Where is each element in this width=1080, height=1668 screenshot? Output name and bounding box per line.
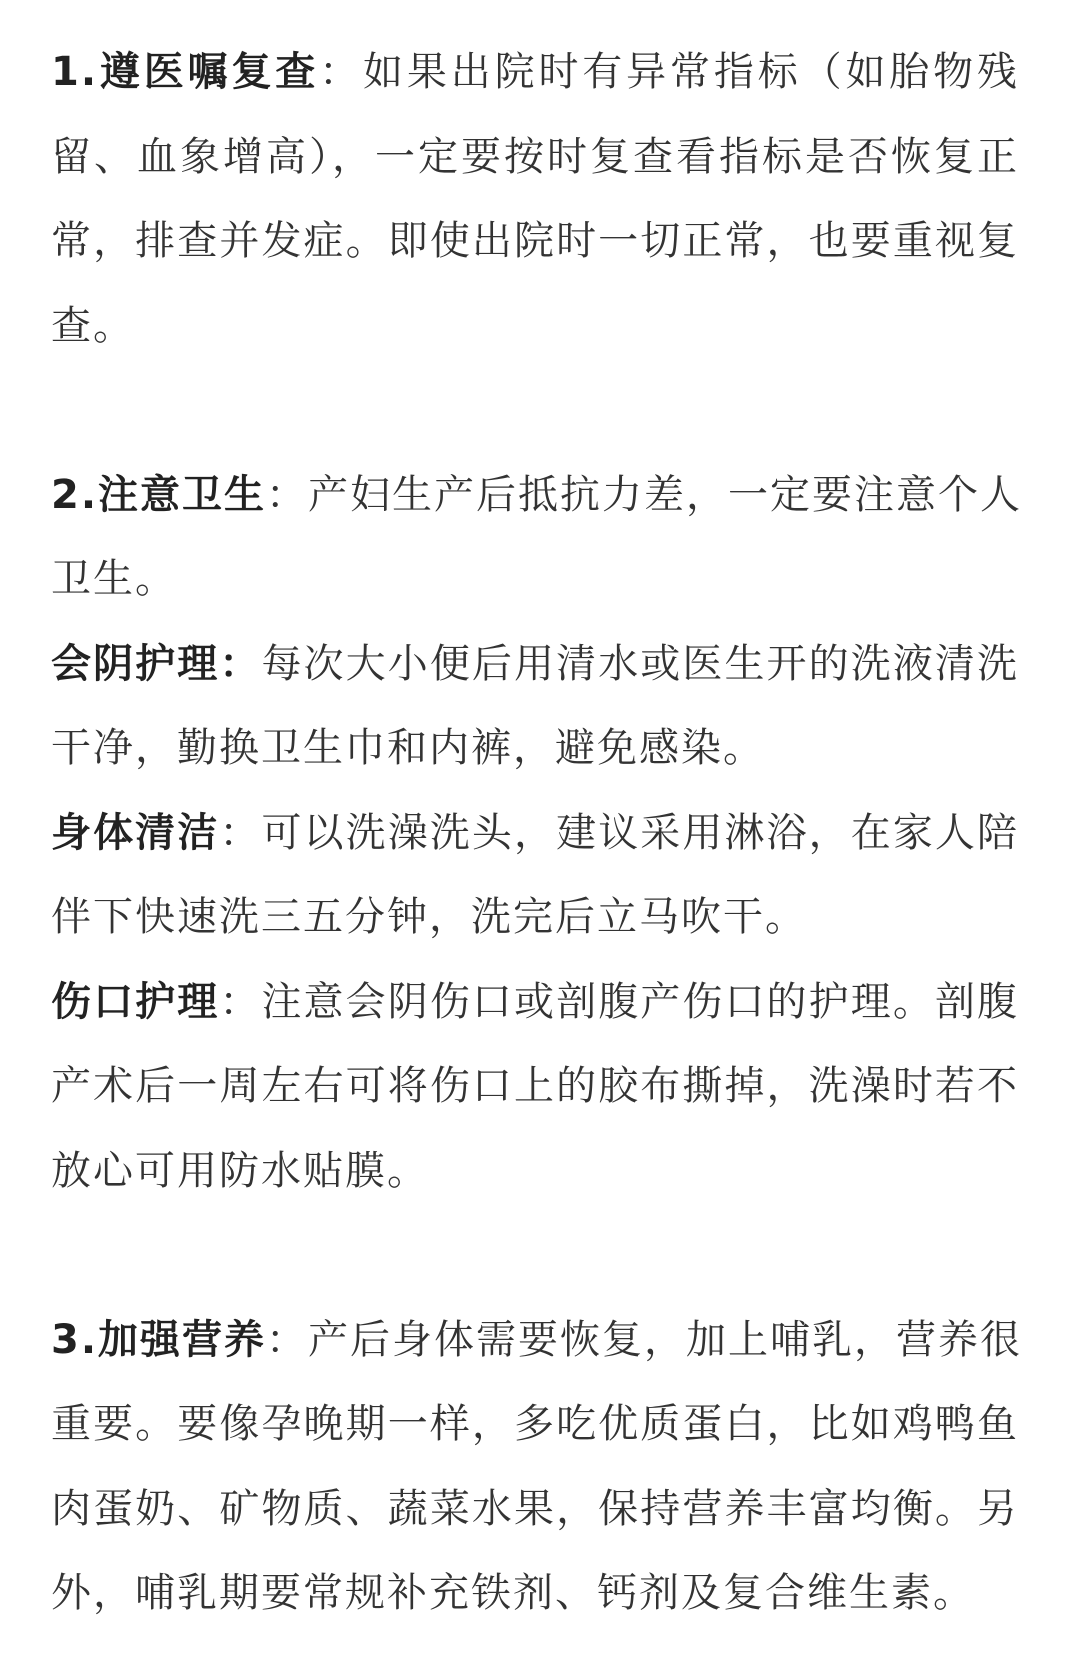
paragraph-text: ：注意会阴伤口或剖腹产伤口的护理。剖腹 [219, 978, 1020, 1025]
text-line [51, 706, 1019, 791]
text-line [51, 115, 1019, 200]
text-line [51, 1044, 1019, 1129]
section-heading: 2.注意卫生 [51, 471, 267, 518]
subsection-perineal-care [51, 622, 1019, 791]
paragraph-text: 放心可用防水贴膜。 [51, 1147, 429, 1194]
paragraph-text: 肉蛋奶、矿物质、蔬菜水果，保持营养丰富均衡。另 [51, 1485, 1019, 1532]
subsection-label: 伤口护理 [51, 978, 220, 1025]
section-follow-up-checkup [51, 30, 1019, 368]
paragraph-text: 卫生。 [51, 556, 177, 602]
section-nutrition [51, 1298, 1023, 1636]
text-line [51, 791, 1019, 876]
text-line [51, 1129, 1019, 1214]
subsection-wound-care [51, 960, 1019, 1214]
subsection-body-cleaning [51, 791, 1019, 960]
text-line [51, 1298, 1023, 1383]
text-line [51, 30, 1019, 115]
paragraph-text: 干净，勤换卫生巾和内裤，避免感染。 [51, 725, 765, 771]
paragraph-text: 留、血象增高），一定要按时复查看指标是否恢复正 [51, 133, 1019, 180]
text-line [51, 622, 1019, 707]
paragraph-text: 查。 [51, 302, 135, 349]
subsection-label: 会阴护理： [51, 640, 262, 687]
paragraph-text: ：产妇生产后抵抗力差，一定要注意个人 [266, 471, 1023, 518]
section-heading: 3.加强营养 [51, 1316, 267, 1363]
paragraph-text: 外，哺乳期要常规补充铁剂、钙剂及复合维生素。 [51, 1570, 975, 1616]
paragraph-text: ：产后身体需要恢复，加上哺乳，营养很 [266, 1316, 1023, 1363]
text-line [51, 875, 1019, 960]
paragraph-spacer [51, 368, 1019, 453]
paragraph-text: ：如果出院时有异常指标（如胎物残 [319, 49, 1020, 95]
text-line [51, 199, 1019, 284]
section-heading: 1.遵医嘱复查 [51, 49, 320, 95]
text-line [51, 960, 1019, 1045]
text-line [51, 453, 1023, 538]
text-line [51, 1382, 1019, 1467]
paragraph-text: ：可以洗澡洗头，建议采用淋浴，在家人陪 [219, 809, 1020, 856]
text-line [51, 1551, 1019, 1636]
text-line [51, 1467, 1019, 1552]
paragraph-text: 伴下快速洗三五分钟，洗完后立马吹干。 [51, 894, 807, 940]
paragraph-text: 常，排查并发症。即使出院时一切正常，也要重视复 [51, 218, 1019, 264]
paragraph-spacer [51, 1213, 1019, 1298]
section-hygiene [51, 453, 1023, 1214]
subsection-label: 身体清洁 [51, 809, 220, 856]
text-line [51, 537, 1019, 622]
paragraph-text: 每次大小便后用清水或医生开的洗液清洗 [261, 640, 1020, 687]
paragraph-text: 重要。要像孕晚期一样，多吃优质蛋白，比如鸡鸭鱼 [51, 1401, 1019, 1447]
paragraph-text: 产术后一周左右可将伤口上的胶布撕掉，洗澡时若不 [51, 1063, 1019, 1109]
text-line [51, 284, 1019, 369]
